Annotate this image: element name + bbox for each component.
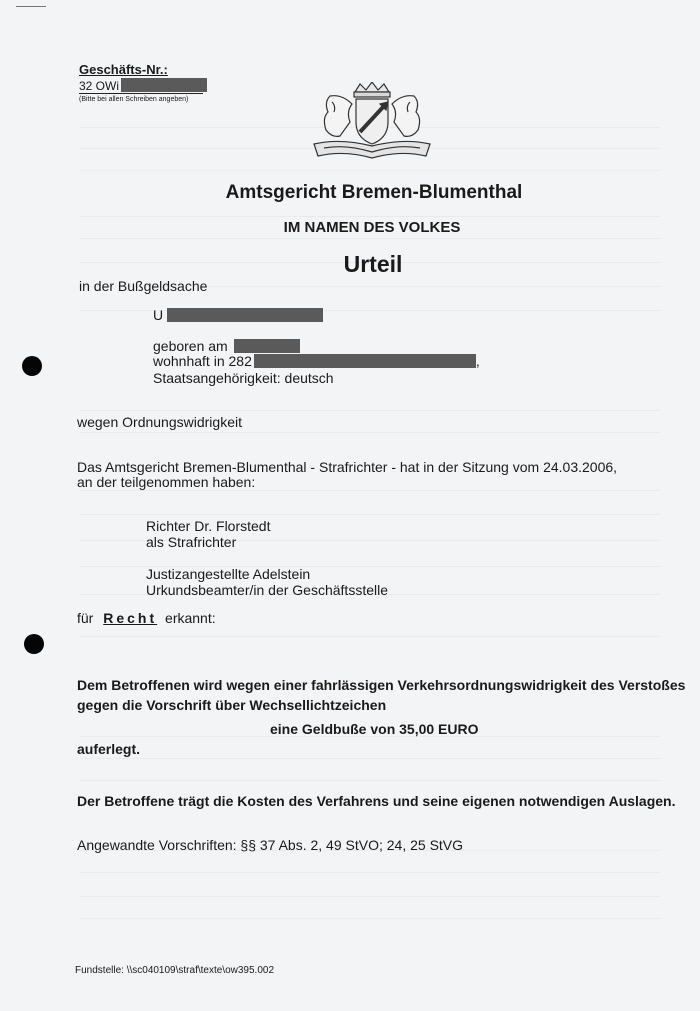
punch-hole-top [22,356,42,376]
nationality: Staatsangehörigkeit: deutsch [153,370,334,386]
case-number-underline [79,93,203,94]
fine-amount: eine Geldbuße von 35,00 EURO [270,721,479,737]
judge-role: als Strafrichter [146,534,237,550]
redaction-bar [254,354,476,368]
punch-hole-bottom [24,634,44,654]
clerk-role: Urkundsbeamter/in der Geschäftsstelle [146,582,388,598]
party-initial: U [153,307,164,323]
clerk-name: Justizangestellte Adelstein [146,566,311,582]
court-name: Amtsgericht Bremen-Blumenthal [225,182,523,203]
redaction-bar [121,78,207,92]
case-intro: in der Bußgeldsache [79,278,208,294]
verdict-intro [77,610,216,626]
verdict-prefix: für [77,610,94,626]
redaction-bar [167,308,323,322]
bremen-coat-of-arms-icon [310,82,434,162]
case-number-label: Geschäfts-Nr.: [79,62,168,77]
verdict-suffix: erkannt: [165,610,216,626]
ruling-line-1: Dem Betroffenen wird wegen einer fahrlässigen Verkehrsordnungswidrigkeit des Verstoßes [77,677,686,693]
redaction-bar [234,339,300,353]
residence [153,353,480,369]
ruling-imposed: auferlegt. [77,741,141,757]
party-name [153,307,323,323]
birth-date [153,338,300,354]
court-subtitle: IM NAMEN DES VOLKES [283,219,461,236]
residence-suffix: , [475,353,480,369]
costs-ruling: Der Betroffene trägt die Kosten des Verfahrens und seine eigenen notwendigen Auslagen. [77,793,676,809]
document-type: Urteil [343,251,403,277]
session-line-2: an der teilgenommen haben: [77,474,256,490]
applied-law: Angewandte Vorschriften: §§ 37 Abs. 2, 49 StVO; 24, 25 StVG [77,837,464,853]
birth-date-label: geboren am [153,338,228,354]
offense-line: wegen Ordnungswidrigkeit [77,414,242,430]
reference-note: (Bitte bei allen Schreiben angeben) [79,96,189,103]
residence-label: wohnhaft in 282 [153,353,252,369]
session-line-1: Das Amtsgericht Bremen-Blumenthal - Strafrichter - hat in der Sitzung vom 24.03.2006, [77,459,618,475]
verdict-word: Recht [103,610,158,626]
case-number [79,78,207,93]
case-number-prefix: 32 OWi [79,79,120,93]
judge-name: Richter Dr. Florstedt [146,518,271,534]
scan-edge-mark [16,6,46,7]
ruling-line-2: gegen die Vorschrift über Wechsellichtzeichen [77,697,387,713]
file-reference-footer: Fundstelle: \\sc040109\straf\texte\ow395.002 [75,965,275,976]
